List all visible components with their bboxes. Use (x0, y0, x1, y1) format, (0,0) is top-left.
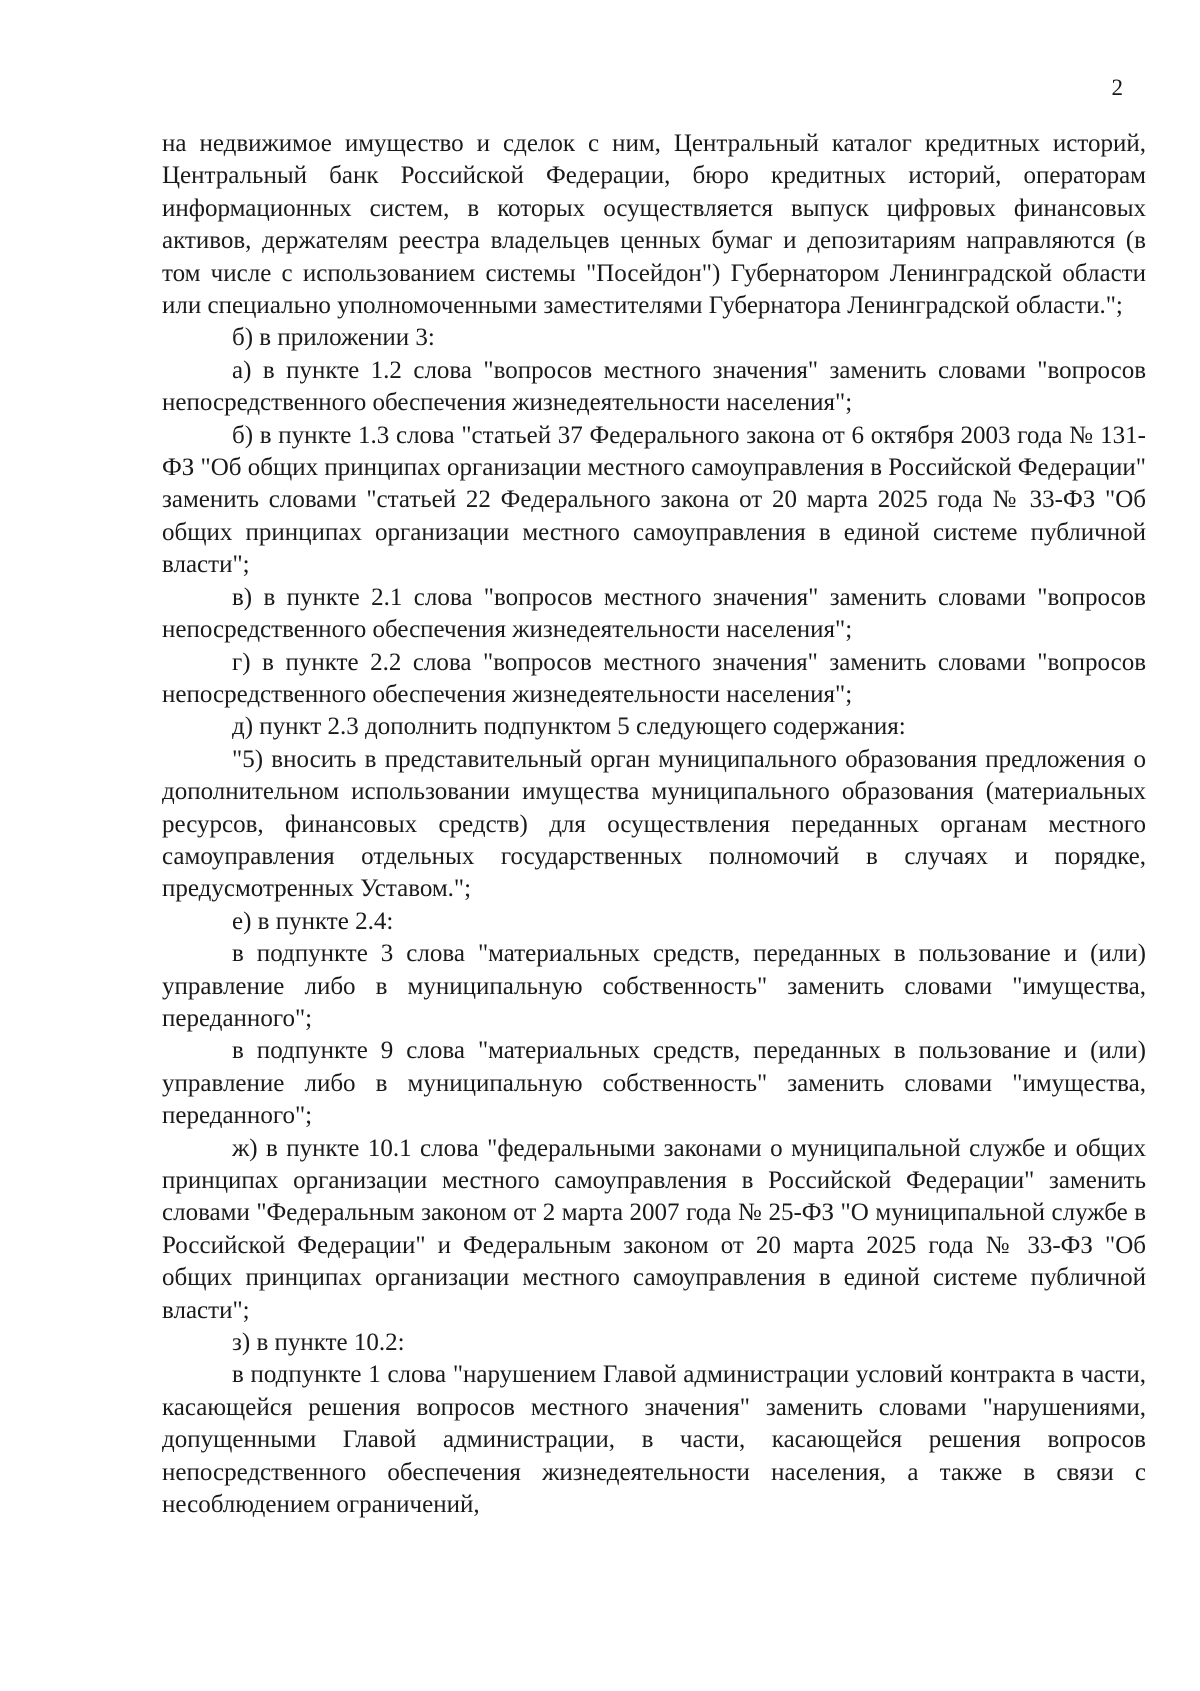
page-number: 2 (1111, 75, 1123, 100)
paragraph-subpoint-9: в подпункте 9 слова "материальных средств, переданных в пользование и (или) управление либо в муниципальную собственность" заменить словами "имущества, переданного"; (162, 1037, 1146, 1130)
paragraph-g-point-2-2: г) в пункте 2.2 слова "вопросов местного значения" заменить словами "вопросов непосредственного обеспечения жизнедеятельности населения"; (162, 648, 1146, 708)
paragraph-continuation: на недвижимое имущество и сделок с ним, Центральный каталог кредитных историй, Центральный банк Российской Федерации, бюро кредитных историй, операторам информационных систем, в которых осуществляется выпуск цифровых финансовых активов, держателям реестра владельцев ценных бумаг и депозитариям направляются (в том числе с использованием системы "Посейдон") Губернатором Ленинградской области или специально уполномоченными заместителями Губернатора Ленинградской области."; (162, 130, 1146, 320)
paragraph-z-point-10-2: з) в пункте 10.2: (232, 1329, 405, 1357)
paragraph-v-point-2-1: в) в пункте 2.1 слова "вопросов местного значения" заменить словами "вопросов непосредственного обеспечения жизнедеятельности населения"; (162, 583, 1146, 644)
paragraph-subpoint-5-text: "5) вносить в представительный орган муниципального образования предложения о дополнительном использовании имущества муниципального образования (материальных ресурсов, финансовых средств) для осуществления переданных органам местного самоуправления отдельных государственных полномочий в случаях и порядке, предусмотренных Уставом."; (162, 745, 1146, 903)
paragraph-a-point-1-2: а) в пункте 1.2 слова "вопросов местного значения" заменить словами "вопросов непосредственного обеспечения жизнедеятельности населения"; (162, 356, 1146, 417)
paragraph-zh-point-10-1: ж) в пункте 10.1 слова "федеральными законами о муниципальной службе и общих принципах организации местного самоуправления в Российской Федерации" заменить словами "Федеральным законом от 2 марта 2007 года № 25-ФЗ "О муниципальной службе в Российской Федерации" и Федеральным законом от 20 марта 2025 года № 33-ФЗ "Об общих принципах организации местного самоуправления в единой системе публичной власти"; (162, 1134, 1146, 1324)
paragraph-d-point-2-3: д) пункт 2.3 дополнить подпунктом 5 следующего содержания: (232, 713, 906, 741)
paragraph-subpoint-1: в подпункте 1 слова "нарушением Главой администрации условий контракта в части, касающейся решения вопросов местного значения" заменить словами "нарушениями, допущенными Главой администрации, в части, касающейся решения вопросов непосредственного обеспечения жизнедеятельности населения, а также в связи с несоблюдением ограничений, (162, 1361, 1146, 1519)
paragraph-e-point-2-4: е) в пункте 2.4: (232, 907, 394, 935)
paragraph-b-point-1-3: б) в пункте 1.3 слова "статьей 37 Федерального закона от 6 октября 2003 года № 131-ФЗ "Об общих принципах организации местного самоуправления в Российской Федерации" заменить словами "статьей 22 Федерального закона от 20 марта 2025 года № 33-ФЗ "Об общих принципах организации местного самоуправления в единой системе публичной власти"; (162, 421, 1146, 579)
paragraph-b-appendix-3: б) в приложении 3: (232, 324, 435, 352)
paragraph-subpoint-3: в подпункте 3 слова "материальных средств, переданных в пользование и (или) управление либо в муниципальную собственность" заменить словами "имущества, переданного"; (162, 940, 1146, 1032)
document-body (162, 128, 1146, 1521)
